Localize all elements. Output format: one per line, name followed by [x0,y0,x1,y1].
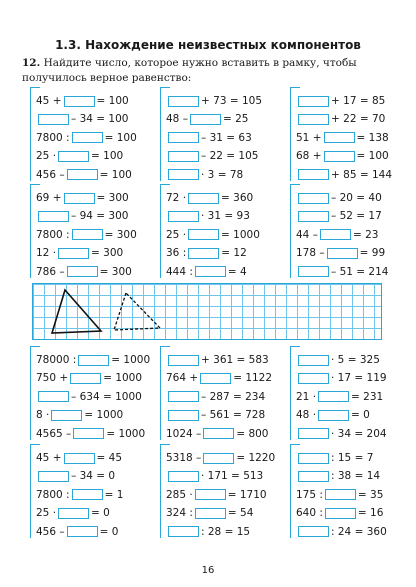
answer-box[interactable] [325,489,356,500]
equation-right: = 138 [356,131,389,144]
equation-left: 750 + [36,372,69,385]
answer-box[interactable] [298,428,329,439]
equation-row [36,130,137,146]
column-rule-top [290,87,300,88]
equation-right: + 17 = 85 [331,95,386,107]
answer-box[interactable] [298,169,329,180]
equation-row [296,426,387,442]
graph-paper [32,283,382,340]
answer-box[interactable] [67,169,98,180]
column-rule-top [160,184,170,185]
equation-right: = 4 [227,265,247,278]
equation-left: 48 – [166,113,188,126]
equation-row [296,524,387,540]
equation-left: 285 · [166,488,193,501]
equation-row [166,450,275,466]
column-rule [290,346,291,440]
equation-left: 25 · [166,228,187,241]
equation-left: 12 · [36,247,57,260]
equation-row [296,505,383,521]
page-number: 16 [201,565,215,576]
column-rule [160,444,161,538]
answer-box[interactable] [38,391,69,402]
equation-row [166,407,265,423]
answer-box[interactable] [298,526,329,537]
answer-box[interactable] [168,471,199,482]
equation-right: = 1710 [227,488,267,501]
equation-row [166,130,252,146]
task-number: 12. [22,57,41,69]
equation-row [166,352,269,368]
column-rule-top [160,444,170,445]
answer-box[interactable] [325,508,356,519]
answer-box[interactable] [298,96,329,107]
equation-left: 45 + [36,452,62,464]
answer-box[interactable] [327,248,358,259]
equation-row [296,487,383,503]
equation-right: – 34 = 0 [71,470,116,483]
equation-right: · 17 = 119 [331,372,387,385]
equation-left: 72 · [166,192,187,204]
equation-right: – 51 = 214 [331,265,389,278]
column-rule-top [290,444,300,445]
equation-right: = 1000 [103,372,143,385]
equation-left: 8 · [36,409,50,422]
equation-left: 48 · [296,409,317,422]
equation-row [166,389,265,405]
answer-box[interactable] [298,373,329,384]
equation-left: 25 · [36,150,57,163]
answer-box[interactable] [38,114,69,125]
equation-left: 1024 – [166,427,202,440]
equation-row [36,352,150,368]
column-rule-top [30,346,40,347]
equation-right: = 100 [99,168,132,181]
equation-left: 456 – [36,168,65,181]
equation-right: = 54 [227,507,254,520]
equation-right: + 361 = 583 [201,354,269,366]
answer-box[interactable] [188,248,219,259]
equation-row [296,208,382,224]
column-rule [30,184,31,278]
equation-row [166,264,247,280]
equation-right: = 16 [357,507,384,520]
equation-left: 444 : [166,265,193,278]
equation-right: – 22 = 105 [201,150,259,163]
equation-right: = 300 [104,228,137,241]
equation-row [166,245,247,261]
equation-left: 21 · [296,390,317,403]
equation-right: = 0 [91,507,110,520]
equation-left: 36 : [166,247,187,260]
equation-row [166,487,267,503]
equation-right: = 300 [96,192,129,204]
equation-left: 69 + [36,192,62,204]
answer-box[interactable] [64,96,95,107]
answer-box[interactable] [168,169,199,180]
answer-box[interactable] [203,453,234,464]
answer-box[interactable] [168,211,199,222]
column-rule [290,444,291,538]
answer-box[interactable] [324,132,355,143]
equation-left: 178 – [296,247,325,260]
column-rule [160,184,161,278]
equation-left: 45 + [36,95,62,107]
equation-row [36,245,123,261]
answer-box[interactable] [168,355,199,366]
equation-left: 5318 – [166,452,202,464]
answer-box[interactable] [200,373,231,384]
equation-right: – 287 = 234 [201,390,266,403]
equation-right: = 231 [351,390,384,403]
answer-box[interactable] [168,410,199,421]
equation-right: : 28 = 15 [201,525,251,538]
equation-row [296,111,385,127]
equation-right: – 561 = 728 [201,409,266,422]
equation-left: 78000 : [36,354,77,366]
equation-left: 44 – [296,228,318,241]
equation-right: – 634 = 1000 [71,390,142,403]
answer-box[interactable] [318,410,349,421]
answer-box[interactable] [168,391,199,402]
equation-row [296,468,380,484]
equation-left: 456 – [36,525,65,538]
equation-right: – 34 = 100 [71,113,129,126]
answer-box[interactable] [190,114,221,125]
equation-right: = 1122 [233,372,273,385]
equation-right: · 34 = 204 [331,427,387,440]
equation-left: 51 + [296,131,322,144]
equation-left: 7800 : [36,228,70,241]
answer-box[interactable] [38,211,69,222]
answer-box[interactable] [298,114,329,125]
answer-box[interactable] [67,526,98,537]
equation-row [166,93,262,109]
equation-left: 7800 : [36,488,70,501]
equation-row [36,111,128,127]
column-rule-top [160,87,170,88]
equation-right: · 3 = 78 [201,168,244,181]
equation-row [36,370,142,386]
equation-right: · 5 = 325 [331,354,380,366]
equation-right: = 300 [99,265,132,278]
equation-right: – 52 = 17 [331,210,382,223]
equation-right: · 31 = 93 [201,210,250,223]
answer-box[interactable] [72,132,103,143]
equation-right: = 1000 [111,354,151,366]
equation-left: 786 – [36,265,65,278]
equation-right: = 1000 [84,409,124,422]
equation-left: 68 + [296,150,322,163]
answer-box[interactable] [168,151,199,162]
answer-box[interactable] [298,355,329,366]
answer-box[interactable] [298,266,329,277]
equation-right: – 94 = 300 [71,210,129,223]
equation-left: 640 : [296,507,323,520]
answer-box[interactable] [64,453,95,464]
answer-box[interactable] [168,132,199,143]
equation-right: = 1000 [221,228,260,241]
equation-right: + 22 = 70 [331,113,386,126]
equation-right: – 20 = 40 [331,192,382,204]
column-rule [160,87,161,181]
column-rule [160,346,161,440]
equation-row [36,264,132,280]
column-rule-top [290,184,300,185]
equation-right: = 100 [356,150,389,163]
equation-right: = 800 [236,427,269,440]
answer-box[interactable] [70,373,101,384]
answer-box[interactable] [195,508,226,519]
equation-left: 7800 : [36,131,70,144]
answer-box[interactable] [320,229,351,240]
answer-box[interactable] [203,428,234,439]
equation-right: = 0 [351,409,370,422]
answer-box[interactable] [195,489,226,500]
answer-box[interactable] [64,193,95,204]
equation-row [166,524,250,540]
answer-box[interactable] [298,193,329,204]
equation-right: : 24 = 360 [331,525,387,538]
answer-box[interactable] [298,211,329,222]
column-rule [30,346,31,440]
equation-row [36,227,137,243]
equation-row [36,389,142,405]
equation-row [36,426,145,442]
equation-row [296,370,387,386]
answer-box[interactable] [298,453,329,464]
equation-right: = 99 [359,247,386,260]
equation-row [166,468,263,484]
answer-box[interactable] [318,391,349,402]
answer-box[interactable] [58,508,89,519]
equation-left: 4565 – [36,427,72,440]
equation-row [36,208,128,224]
equation-left: 764 + [166,372,199,385]
answer-box[interactable] [72,229,103,240]
equation-right: = 1220 [236,452,276,464]
equation-row [296,130,389,146]
section-title: 1.3. Нахождение неизвестных компонентов [55,38,361,52]
answer-box[interactable] [73,428,104,439]
equation-right: = 23 [352,228,379,241]
equation-right: = 100 [104,131,137,144]
answer-box[interactable] [72,489,103,500]
equation-right: = 100 [91,150,124,163]
answer-box[interactable] [58,248,89,259]
equation-row [296,352,380,368]
equation-right: = 0 [99,525,119,538]
answer-box[interactable] [188,193,219,204]
equation-row [36,505,110,521]
equation-row [296,245,385,261]
equation-right: = 100 [96,95,129,107]
equation-row [166,111,248,127]
answer-box[interactable] [188,229,219,240]
equation-right: + 85 = 144 [331,168,393,181]
task-statement [22,56,394,86]
answer-box[interactable] [298,471,329,482]
equation-row [296,190,382,206]
equation-right: = 1 [104,488,124,501]
equation-left: 175 : [296,488,323,501]
equation-right: = 12 [221,247,247,260]
column-rule [290,184,291,278]
equation-row [296,389,383,405]
answer-box[interactable] [51,410,82,421]
equation-row [296,450,373,466]
task-text: Найдите число, которое нужно вставить в рамку, чтобы получилось верное равенство: [22,57,357,84]
equation-left: 25 · [36,507,57,520]
equation-right: = 45 [96,452,122,464]
equation-right: = 25 [222,113,249,126]
column-rule-top [30,184,40,185]
equation-row [166,148,258,164]
equation-row [296,148,389,164]
answer-box[interactable] [58,151,89,162]
equation-row [296,407,370,423]
equation-row [36,468,115,484]
equation-row [36,190,129,206]
equation-row [166,227,260,243]
column-rule-top [290,346,300,347]
equation-right: – 31 = 63 [201,131,252,144]
equation-row [36,450,122,466]
equation-row [36,167,132,183]
answer-box[interactable] [78,355,109,366]
answer-box[interactable] [195,266,226,277]
equation-row [166,426,269,442]
equation-row [296,227,378,243]
equation-right: = 360 [221,192,254,204]
answer-box[interactable] [168,526,199,537]
equation-right: = 35 [357,488,384,501]
equation-row [166,190,253,206]
equation-left: 324 : [166,507,193,520]
equation-row [166,208,250,224]
equation-right: : 38 = 14 [331,470,381,483]
equation-row [36,148,123,164]
column-rule-top [30,444,40,445]
equation-row [296,93,385,109]
equation-row [36,93,129,109]
answer-box[interactable] [67,266,98,277]
equation-row [296,167,392,183]
column-rule [290,87,291,181]
equation-right: : 15 = 7 [331,452,374,464]
equation-right: + 73 = 105 [201,95,263,107]
column-rule [30,444,31,538]
equation-row [296,264,388,280]
equation-right: = 1000 [106,427,146,440]
equation-row [166,370,272,386]
equation-row [166,505,253,521]
column-rule [30,87,31,181]
equation-row [36,487,123,503]
column-rule-top [30,87,40,88]
equation-row [36,524,118,540]
answer-box[interactable] [168,96,199,107]
equation-right: = 300 [91,247,124,260]
equation-row [36,407,123,423]
answer-box[interactable] [324,151,355,162]
equation-row [166,167,243,183]
answer-box[interactable] [38,471,69,482]
equation-right: · 171 = 513 [201,470,264,483]
column-rule-top [160,346,170,347]
